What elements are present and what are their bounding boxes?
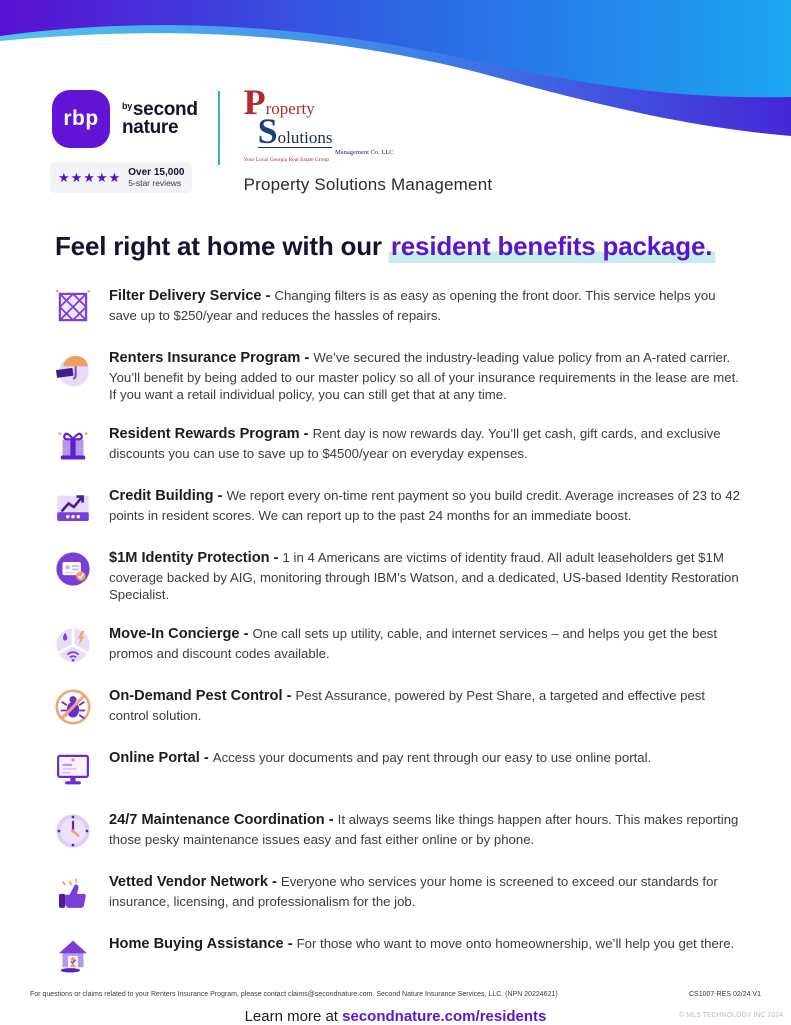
property-solutions-logo [243,82,493,163]
identity-shield-icon [52,548,94,590]
partner-brand-block [243,82,493,195]
benefits-list [52,286,746,976]
benefit-item [52,748,746,790]
header-divider [218,91,220,165]
logo-subtitle: Management Co. LLC [334,148,394,156]
clock-icon [52,810,94,852]
home-check-icon [52,934,94,976]
benefit-description: Pest Assurance, powered by Pest Share, a targeted and effective pest control solution. [109,688,706,723]
page-title [55,231,743,262]
benefit-item [52,624,746,666]
second-nature-brand-block [50,88,198,193]
rbp-logo [50,88,112,150]
monitor-icon [52,748,94,790]
learn-more-prefix: Learn more at [244,1008,343,1025]
residents-link[interactable]: secondnature.com/residents [342,1008,547,1025]
document-code: CS1007-RES 02/24 V1 [689,991,761,998]
header [0,0,791,195]
partner-name: Property Solutions Management [243,175,493,195]
utilities-icon [52,624,94,666]
pest-control-icon [52,686,94,728]
headline-highlight: resident benefits package. [389,231,715,263]
benefit-description: We report every on-time rent payment so you build credit. Average increases of 23 to 42 points in resident scores. We can report up to the past 24 months for an immediate boost. [109,488,740,523]
benefit-title: $1M Identity Protection - [109,550,283,567]
benefit-description: We’ve secured the industry-leading value policy from an A-rated carrier. You’ll benefit by being added to our master policy so all of your insurance requirements in the lease are met. If you want a retail individual policy, you can still get that at any time. [109,350,739,403]
benefit-title: Move-In Concierge - [109,626,253,643]
benefit-item [52,486,746,528]
gift-icon [52,424,94,466]
benefit-item [52,872,746,914]
air-filter-icon [52,286,94,328]
benefit-title: Vetted Vendor Network - [109,874,281,891]
benefit-description: One call sets up utility, cable, and internet services – and helps you get the best promos and discount codes available. [109,626,718,661]
benefit-description: For those who want to move onto homeownership, we’ll help you get there. [296,936,735,952]
benefit-description: Changing filters is as easy as opening the front door. This service helps you save up to $250/year and reduces the hassles of repairs. [109,288,716,323]
brand-word-second: second [132,98,198,120]
benefit-title: 24/7 Maintenance Coordination - [109,812,338,829]
by-label: by [122,100,132,111]
umbrella-icon [52,348,94,390]
benefit-item [52,934,746,976]
benefit-description: Rent day is now rewards day. You’ll get cash, gift cards, and exclusive discounts you can use to save up to $4500/year on everyday expenses. [109,426,721,461]
headline-prefix: Feel right at home with our [55,231,389,262]
five-stars-icon: ★★★★★ [58,169,122,185]
second-nature-wordmark [122,98,198,138]
learn-more-line [0,1008,791,1025]
benefit-description: Access your documents and pay rent through our easy to use online portal. [212,750,652,766]
benefit-description: Everyone who services your home is screened to exceed our standards for insurance, licensing, and professionalism for the job. [109,874,718,909]
benefit-title: Home Buying Assistance - [109,936,297,953]
benefit-description: 1 in 4 Americans are victims of identity fraud. All adult leaseholders get $1M coverage backed by AIG, monitoring through IBM’s Watson, and a dedicated, US-based Identity Restoration Specialist. [109,550,739,603]
logo-tagline: Your Local Georgia Real Estate Group [243,156,329,163]
logo-initial-p: P [243,82,266,122]
benefit-title: Filter Delivery Service - [109,288,275,305]
benefit-description: It always seems like things happen after hours. This makes reporting those pesky maintenance issues easy and fast either online or by phone. [109,812,739,847]
fine-print-row [30,991,761,998]
logo-initial-s: S [257,110,278,151]
benefit-item [52,424,746,466]
credit-building-icon [52,486,94,528]
benefit-title: Online Portal - [109,750,213,767]
benefit-item [52,810,746,852]
benefit-title: On-Demand Pest Control - [109,688,296,705]
rbp-logo-mark: rbp [52,90,110,148]
benefit-title: Renters Insurance Program - [109,350,314,367]
benefit-title: Resident Rewards Program - [109,426,313,443]
copyright-notice: © MLS TECHNOLOGY INC 2024 [679,1012,783,1019]
reviews-caption: 5-star reviews [128,178,182,188]
reviews-count: Over 15,000 [128,167,185,178]
benefit-item [52,286,746,328]
insurance-disclaimer: For questions or claims related to your Renters Insurance Program, please contact claims@secondnature.com. Second Nature Insurance Services, LLC. (NPN 20224621) [30,991,558,998]
thumbs-up-icon [52,872,94,914]
logo-word-roperty: roperty [265,99,315,118]
benefit-item [52,548,746,604]
benefit-item [52,348,746,404]
brand-word-nature: nature [122,117,179,138]
logo-word-olutions: olutions [277,127,333,147]
benefit-title: Credit Building - [109,488,227,505]
reviews-badge [50,162,192,193]
benefit-item [52,686,746,728]
